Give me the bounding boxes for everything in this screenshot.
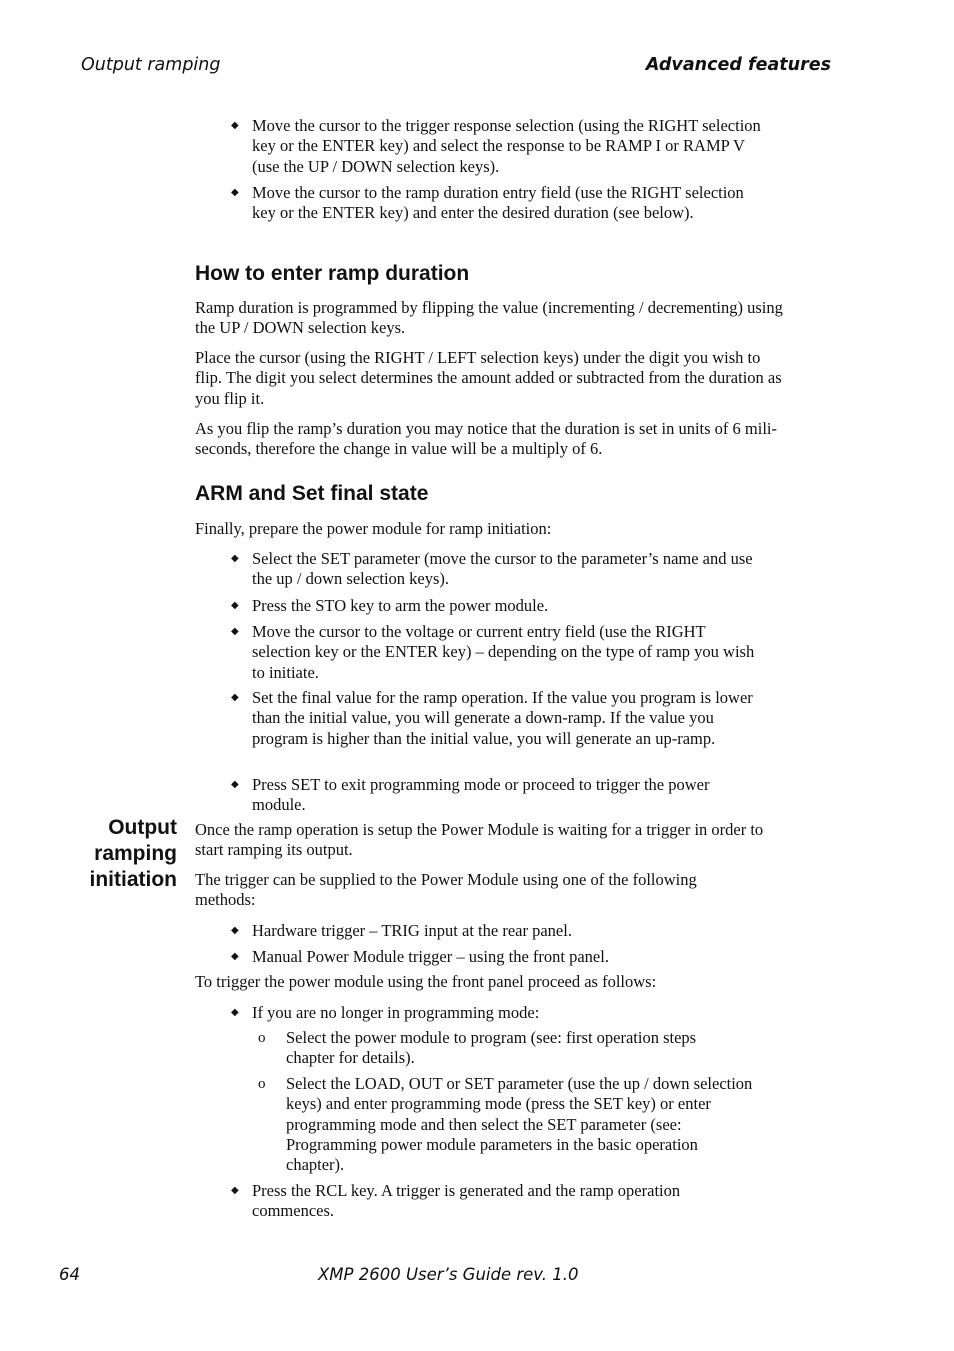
diamond-bullet-icon: ◆ bbox=[231, 120, 239, 131]
paragraph: As you flip the ramp’s duration you may notice that the duration is set in units of 6 mili-seconds, therefore the change in value will be a multiply of 6. bbox=[195, 419, 777, 459]
diamond-bullet-icon: ◆ bbox=[231, 692, 239, 703]
list-item-text: Move the cursor to the voltage or current entry field (use the RIGHT selection key or the ENTER key) – depending on the type of ramp you wish to initiate. bbox=[252, 622, 755, 682]
diamond-bullet-icon: ◆ bbox=[231, 553, 239, 564]
section-heading: How to enter ramp duration bbox=[195, 262, 470, 285]
circle-bullet-icon: o bbox=[258, 1030, 266, 1046]
paragraph: Finally, prepare the power module for ramp initiation: bbox=[195, 519, 552, 538]
list-item-text: Hardware trigger – TRIG input at the rear panel. bbox=[252, 921, 572, 940]
list-item-text: Move the cursor to the ramp duration entry field (use the RIGHT selection key or the ENTER key) and enter the desired duration (see below). bbox=[252, 183, 744, 223]
paragraph: Place the cursor (using the RIGHT / LEFT selection keys) under the digit you wish to flip. The digit you select determines the amount added or subtracted from the duration as you flip it. bbox=[195, 348, 782, 408]
list-item-text: Select the SET parameter (move the cursor to the parameter’s name and use the up / down selection keys). bbox=[252, 549, 753, 589]
list-item-text: Press SET to exit programming mode or proceed to trigger the power module. bbox=[252, 775, 710, 815]
list-item-text: Press the RCL key. A trigger is generated and the ramp operation commences. bbox=[252, 1181, 681, 1221]
paragraph: To trigger the power module using the front panel proceed as follows: bbox=[195, 972, 657, 991]
running-header-chapter: Advanced features bbox=[645, 55, 831, 75]
diamond-bullet-icon: ◆ bbox=[231, 600, 239, 611]
section-heading: ARM and Set final state bbox=[195, 482, 429, 505]
paragraph: Once the ramp operation is setup the Power Module is waiting for a trigger in order to start ramping its output. bbox=[195, 820, 764, 860]
side-heading: Output ramping initiation bbox=[89, 816, 177, 891]
paragraph: The trigger can be supplied to the Power Module using one of the following methods: bbox=[195, 870, 697, 910]
list-item-text: Set the final value for the ramp operation. If the value you program is lower than the initial value, you will generate a down-ramp. If the value you program is higher than the initial value, you will generate an up-ramp. bbox=[252, 688, 753, 748]
page-number: 64 bbox=[59, 1265, 80, 1284]
diamond-bullet-icon: ◆ bbox=[231, 779, 239, 790]
list-item-text: If you are no longer in programming mode: bbox=[252, 1003, 540, 1022]
list-item-text: Manual Power Module trigger – using the front panel. bbox=[252, 947, 609, 966]
diamond-bullet-icon: ◆ bbox=[231, 1185, 239, 1196]
list-item-text: Press the STO key to arm the power module. bbox=[252, 596, 549, 615]
diamond-bullet-icon: ◆ bbox=[231, 626, 239, 637]
footer-title: XMP 2600 User’s Guide rev. 1.0 bbox=[318, 1265, 579, 1284]
paragraph: Ramp duration is programmed by flipping the value (incrementing / decrementing) using the UP / DOWN selection keys. bbox=[195, 298, 783, 338]
circle-bullet-icon: o bbox=[258, 1076, 266, 1092]
running-header-section: Output ramping bbox=[81, 55, 221, 75]
diamond-bullet-icon: ◆ bbox=[231, 951, 239, 962]
sub-list-item-text: Select the power module to program (see: first operation steps chapter for details). bbox=[286, 1028, 697, 1068]
diamond-bullet-icon: ◆ bbox=[231, 1007, 239, 1018]
list-item-text: Move the cursor to the trigger response selection (using the RIGHT selection key or the ENTER key) and select the response to be RAMP I or RAMP V (use the UP / DOWN selection keys). bbox=[252, 116, 761, 176]
diamond-bullet-icon: ◆ bbox=[231, 187, 239, 198]
sub-list-item-text: Select the LOAD, OUT or SET parameter (use the up / down selection keys) and enter programming mode (press the SET key) or enter programming mode and then select the SET parameter (see: Programming power module parameters in the basic operation chapter). bbox=[286, 1074, 753, 1175]
diamond-bullet-icon: ◆ bbox=[231, 925, 239, 936]
